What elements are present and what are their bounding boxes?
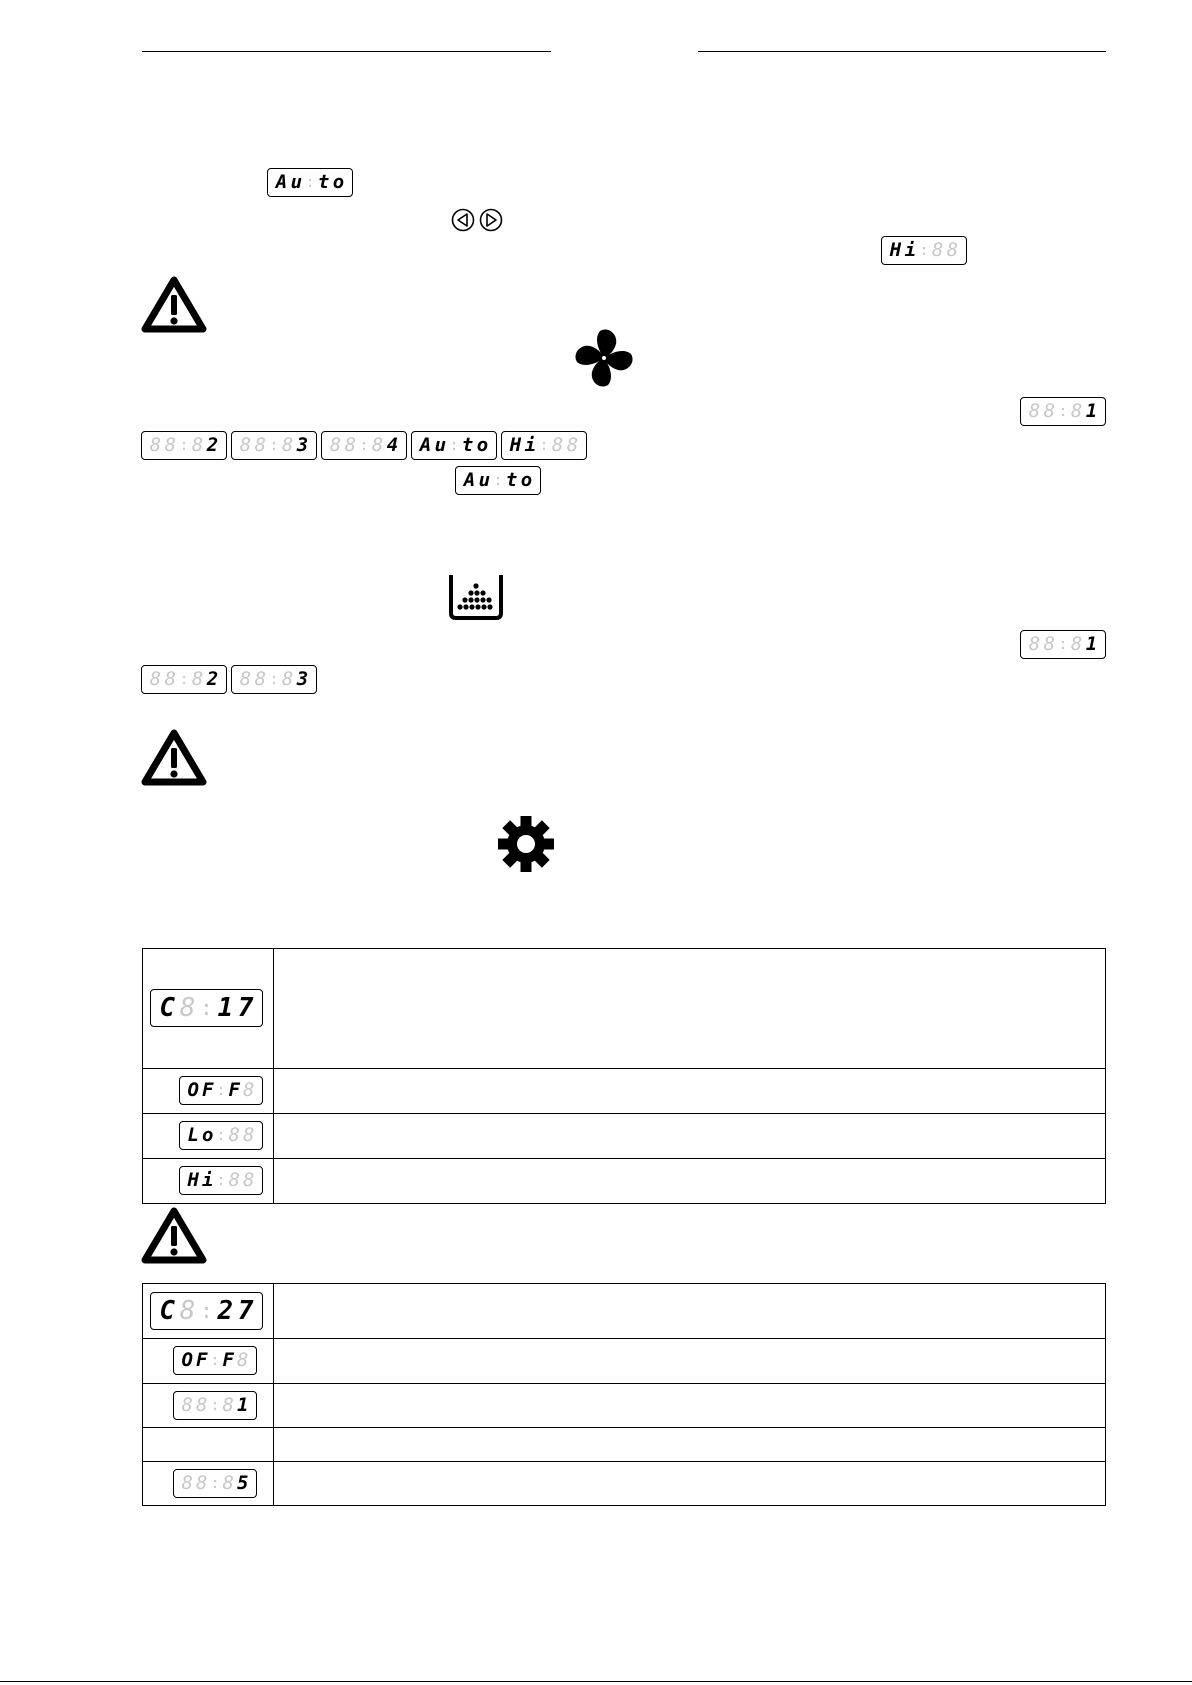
lcd-digit: 8 bbox=[191, 434, 204, 456]
lcd-digit: 8 bbox=[164, 668, 177, 690]
table-cell-text bbox=[274, 1114, 1106, 1159]
lcd-digit: o bbox=[202, 1124, 214, 1146]
lcd-digit: 1 bbox=[237, 1394, 249, 1416]
arrow-buttons-icon bbox=[450, 208, 506, 232]
lcd-digit: o bbox=[476, 434, 489, 456]
lcd-digit: 7 bbox=[237, 993, 254, 1023]
lcd-code-c27 bbox=[150, 1292, 263, 1330]
lcd-fan-step-1 bbox=[1020, 397, 1106, 426]
lcd-digit: i bbox=[202, 1169, 214, 1191]
gear-icon bbox=[496, 814, 556, 874]
lcd-digit: O bbox=[187, 1079, 199, 1101]
table-row bbox=[143, 1284, 1106, 1339]
table-cell-display bbox=[143, 1284, 274, 1339]
pellet-basket-icon bbox=[448, 573, 504, 621]
lcd-digit: 7 bbox=[237, 1296, 254, 1326]
lcd-fan-auto bbox=[455, 466, 541, 495]
lcd-digit: 8 bbox=[254, 668, 267, 690]
warning-icon bbox=[141, 276, 207, 334]
table-cell-text bbox=[274, 1462, 1106, 1506]
lcd-digit: 2 bbox=[206, 434, 219, 456]
lcd-digit: 8 bbox=[239, 434, 252, 456]
lcd-digit: 8 bbox=[566, 434, 579, 456]
lcd-digit: 8 bbox=[237, 1349, 249, 1371]
lcd-colon: : bbox=[1058, 635, 1068, 653]
table-cell-display bbox=[143, 1159, 274, 1204]
table-cell-text bbox=[274, 1384, 1106, 1428]
lcd-code-c17 bbox=[150, 989, 263, 1027]
lcd-fan-step-2 bbox=[141, 431, 227, 460]
warning-icon bbox=[141, 1207, 207, 1265]
table-row bbox=[143, 1114, 1106, 1159]
lcd-digit: H bbox=[889, 239, 902, 261]
lcd-digit: 8 bbox=[196, 1394, 208, 1416]
lcd-auto-display bbox=[267, 168, 353, 197]
lcd-digit: o bbox=[520, 469, 533, 491]
lcd-digit: 8 bbox=[228, 1124, 240, 1146]
table-cell-text bbox=[274, 1428, 1106, 1462]
table-cell-display bbox=[143, 1384, 274, 1428]
lcd-digit: 8 bbox=[254, 434, 267, 456]
lcd-digit: H bbox=[187, 1169, 199, 1191]
lcd-colon: : bbox=[269, 670, 279, 688]
lcd-digit: t bbox=[505, 469, 518, 491]
header-rule-right bbox=[698, 51, 1106, 52]
lcd-colon: : bbox=[179, 436, 189, 454]
lcd-digit: 8 bbox=[222, 1394, 234, 1416]
lcd-colon: : bbox=[210, 1396, 220, 1414]
lcd-digit: F bbox=[222, 1349, 234, 1371]
table-cell-text bbox=[274, 1284, 1106, 1339]
lcd-digit: 8 bbox=[1043, 633, 1056, 655]
lcd-digit: 2 bbox=[206, 668, 219, 690]
lcd-off bbox=[173, 1346, 257, 1375]
lcd-digit: 8 bbox=[179, 1296, 196, 1326]
lcd-digit: 4 bbox=[386, 434, 399, 456]
lcd-digit: H bbox=[509, 434, 522, 456]
lcd-colon: : bbox=[269, 436, 279, 454]
lcd-digit: 8 bbox=[329, 434, 342, 456]
lcd-digit: 8 bbox=[179, 993, 196, 1023]
lcd-fan-step-3 bbox=[231, 431, 317, 460]
table-row bbox=[143, 1339, 1106, 1384]
table-cell-display bbox=[143, 949, 274, 1069]
lcd-digit: 8 bbox=[371, 434, 384, 456]
lcd-digit: 8 bbox=[243, 1124, 255, 1146]
table-row bbox=[143, 1462, 1106, 1506]
lcd-fan-step-hi bbox=[501, 431, 587, 460]
lcd-digit: o bbox=[332, 171, 345, 193]
lcd-digit: 8 bbox=[228, 1169, 240, 1191]
lcd-pellet-step-1 bbox=[1020, 630, 1106, 659]
lcd-digit: t bbox=[461, 434, 474, 456]
lcd-digit: 1 bbox=[217, 993, 234, 1023]
lcd-digit: 1 bbox=[1085, 633, 1098, 655]
table-cell-display bbox=[143, 1462, 274, 1506]
lcd-digit: 2 bbox=[217, 1296, 234, 1326]
lcd-colon: : bbox=[359, 436, 369, 454]
lcd-digit: 8 bbox=[931, 239, 944, 261]
lcd-digit: 8 bbox=[1028, 633, 1041, 655]
lcd-colon: : bbox=[210, 1474, 220, 1492]
lcd-digit: 3 bbox=[296, 668, 309, 690]
lcd-colon: : bbox=[449, 436, 459, 454]
lcd-digit: 8 bbox=[191, 668, 204, 690]
lcd-colon: : bbox=[200, 1298, 213, 1323]
lcd-hi-display bbox=[881, 236, 967, 265]
lcd-digit: i bbox=[904, 239, 917, 261]
table-cell-display bbox=[143, 1069, 274, 1114]
lcd-digit: O bbox=[181, 1349, 193, 1371]
lcd-digit: u bbox=[434, 434, 447, 456]
lcd-digit: A bbox=[463, 469, 476, 491]
lcd-digit: 8 bbox=[281, 668, 294, 690]
lcd-digit: 8 bbox=[164, 434, 177, 456]
lcd-colon: : bbox=[305, 173, 315, 191]
lcd-digit: 8 bbox=[196, 1472, 208, 1494]
lcd-digit: 8 bbox=[222, 1472, 234, 1494]
table-cell-display bbox=[143, 1114, 274, 1159]
lcd-digit: 8 bbox=[239, 668, 252, 690]
lcd-digit: 8 bbox=[281, 434, 294, 456]
lcd-colon: : bbox=[1058, 402, 1068, 420]
table-cell-text bbox=[274, 1069, 1106, 1114]
lcd-fan-step-auto bbox=[411, 431, 497, 460]
lcd-digit: 8 bbox=[1028, 400, 1041, 422]
warning-icon bbox=[141, 729, 207, 787]
lcd-lo bbox=[179, 1121, 263, 1150]
lcd-colon: : bbox=[200, 995, 213, 1020]
fan-icon bbox=[573, 328, 635, 388]
lcd-step-5 bbox=[173, 1469, 257, 1498]
lcd-digit: L bbox=[187, 1124, 199, 1146]
lcd-digit: F bbox=[202, 1079, 214, 1101]
lcd-digit: 8 bbox=[1070, 400, 1083, 422]
lcd-digit: 8 bbox=[243, 1169, 255, 1191]
header-rule-left bbox=[142, 51, 551, 52]
lcd-colon: : bbox=[216, 1126, 226, 1144]
table-cell-text bbox=[274, 1159, 1106, 1204]
lcd-digit: 8 bbox=[149, 434, 162, 456]
lcd-step-1 bbox=[173, 1391, 257, 1420]
lcd-digit: u bbox=[478, 469, 491, 491]
config-table-1 bbox=[142, 948, 1106, 1204]
lcd-digit: F bbox=[228, 1079, 240, 1101]
table-cell-text bbox=[274, 949, 1106, 1069]
lcd-digit: 8 bbox=[181, 1394, 193, 1416]
lcd-colon: : bbox=[179, 670, 189, 688]
lcd-digit: 8 bbox=[1043, 400, 1056, 422]
table-cell-text bbox=[274, 1339, 1106, 1384]
table-row bbox=[143, 1069, 1106, 1114]
config-table-2 bbox=[142, 1283, 1106, 1506]
lcd-pellet-step-2 bbox=[141, 665, 227, 694]
lcd-digit: 8 bbox=[1070, 633, 1083, 655]
lcd-digit: i bbox=[524, 434, 537, 456]
lcd-digit: 8 bbox=[344, 434, 357, 456]
table-cell-display bbox=[143, 1339, 274, 1384]
lcd-digit: A bbox=[275, 171, 288, 193]
lcd-fan-step-4 bbox=[321, 431, 407, 460]
table-row bbox=[143, 1384, 1106, 1428]
lcd-pellet-step-3 bbox=[231, 665, 317, 694]
lcd-digit: u bbox=[290, 171, 303, 193]
table-row bbox=[143, 1159, 1106, 1204]
table-cell-display bbox=[143, 1428, 274, 1462]
lcd-colon: : bbox=[216, 1171, 226, 1189]
lcd-colon: : bbox=[539, 436, 549, 454]
lcd-digit: 8 bbox=[551, 434, 564, 456]
lcd-digit: 3 bbox=[296, 434, 309, 456]
lcd-colon: : bbox=[919, 241, 929, 259]
lcd-off bbox=[179, 1076, 263, 1105]
lcd-digit: 8 bbox=[946, 239, 959, 261]
lcd-digit: 8 bbox=[243, 1079, 255, 1101]
lcd-colon: : bbox=[216, 1081, 226, 1099]
lcd-digit: 1 bbox=[1085, 400, 1098, 422]
table-row bbox=[143, 1428, 1106, 1462]
footer-rule bbox=[0, 1681, 1192, 1682]
lcd-digit: 8 bbox=[149, 668, 162, 690]
lcd-digit: 5 bbox=[237, 1472, 249, 1494]
lcd-digit: 8 bbox=[181, 1472, 193, 1494]
lcd-digit: C bbox=[159, 1296, 176, 1326]
lcd-digit: C bbox=[159, 993, 176, 1023]
lcd-digit: F bbox=[196, 1349, 208, 1371]
lcd-colon: : bbox=[210, 1351, 220, 1369]
lcd-colon: : bbox=[493, 471, 503, 489]
lcd-hi bbox=[179, 1166, 263, 1195]
lcd-digit: t bbox=[317, 171, 330, 193]
lcd-digit: A bbox=[419, 434, 432, 456]
table-row bbox=[143, 949, 1106, 1069]
